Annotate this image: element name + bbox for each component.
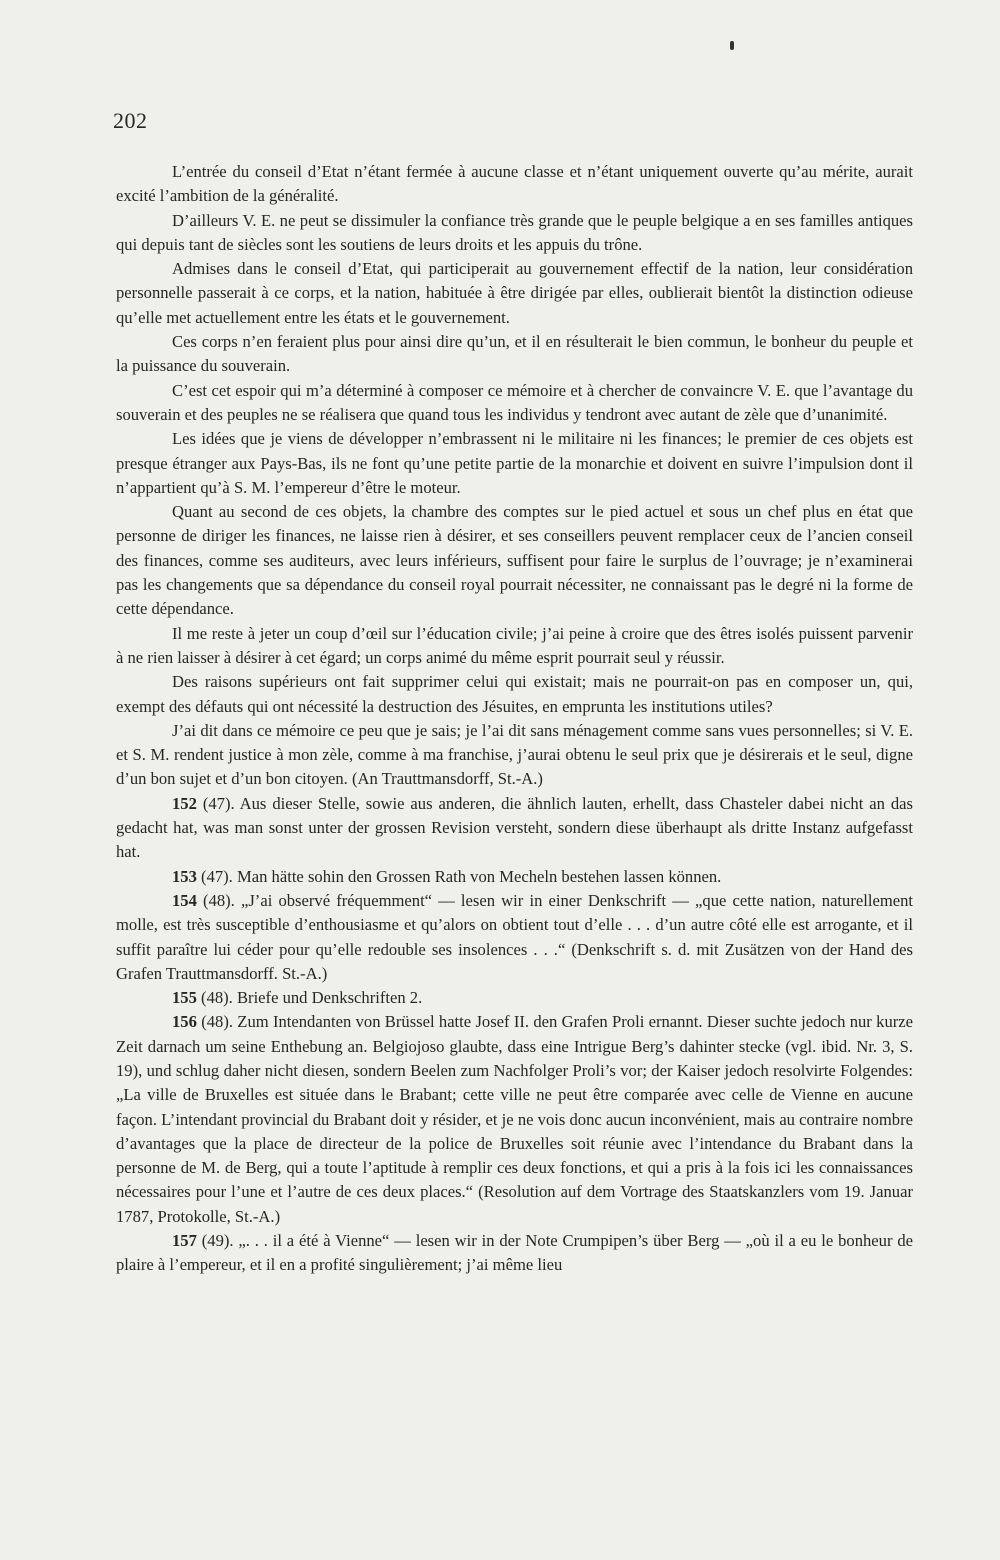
note-text: (47). Man hätte sohin den Grossen Rath von Mecheln bestehen lassen können.	[196, 866, 722, 886]
note	[116, 986, 913, 1010]
note-text: (48). „J’ai observé fréquemment“ — lesen wir in einer Denkschrift — „que cette nation, naturellement molle, est très susceptible d’enthousiasme et qu’alors on obtient tout d’elle . . . d’un autre côté elle est arrogante, et il suffit paraître lui céder pour qu’elle redouble ses insolences . . .“ (Denkschrift s. d. mit Zusätzen von der Hand des Grafen Trauttmansdorff. St.-A.)	[116, 890, 913, 983]
note-text: (49). „. . . il a été à Vienne“ — lesen wir in der Note Crumpipen’s über Berg — „où il a eu le bonheur de plaire à l’empereur, et il en a profité singulièrement; j’ai même lieu	[116, 1231, 913, 1275]
paragraph: C’est cet espoir qui m’a déterminé à composer ce mémoire et à chercher de convaincre V. E. que l’avantage du souverain et des peuples ne se réalisera que quand tous les individus y tendront avec autant de zèle que d’unanimité.	[116, 380, 913, 424]
note-number: 157	[172, 1231, 197, 1251]
paragraph: Admises dans le conseil d’Etat, qui participerait au gouvernement effectif de la nation, leur considération personnelle passerait à ce corps, et la nation, habituée à être dirigée par elles, oublierait bientôt la distinction odieuse qu’elle met actuellement entre les états et le gouvernement.	[116, 259, 913, 327]
body-text	[116, 160, 913, 1278]
note-number: 155	[172, 988, 197, 1008]
paragraph: D’ailleurs V. E. ne peut se dissimuler la confiance très grande que le peuple belgique a en ses familles antiques qui depuis tant de siècles sont les soutiens de leurs droits et les appuis du trône.	[116, 210, 913, 254]
paragraph: Il me reste à jeter un coup d’œil sur l’éducation civile; j’ai peine à croire que des êtres isolés puissent parvenir à ne rien laisser à désirer à cet égard; un corps animé du même esprit pourrait seul y réussir.	[116, 623, 913, 667]
page-number: 202	[113, 108, 148, 133]
note-number: 152	[172, 793, 197, 813]
paragraph: Ces corps n’en feraient plus pour ainsi dire qu’un, et il en résulterait le bien commun, le bonheur du peuple et la puissance du souverain.	[116, 332, 913, 376]
ink-speck	[730, 41, 734, 50]
note	[116, 792, 913, 865]
paragraph: L’entrée du conseil d’Etat n’étant fermée à aucune classe et n’étant uniquement ouverte qu’au mérite, aurait excité l’ambition de la généralité.	[116, 162, 913, 206]
paragraph: Des raisons supérieurs ont fait supprimer celui qui existait; mais ne pourrait-on pas en composer un, qui, exempt des défauts qui ont nécessité la destruction des Jésuites, en emprunta les institutions utiles?	[116, 672, 913, 716]
note	[116, 1010, 913, 1229]
note-text: (47). Aus dieser Stelle, sowie aus anderen, die ähnlich lauten, erhellt, dass Chasteler dabei nicht an das gedacht hat, was man sonst unter der grossen Revision versteht, sondern diese überhaupt als dritte Instanz aufgefasst hat.	[116, 793, 913, 862]
note-number: 154	[172, 890, 197, 910]
note-text: (48). Zum Intendanten von Brüssel hatte Josef II. den Grafen Proli ernannt. Dieser suchte jedoch nur kurze Zeit darnach um seine Enthebung an. Belgiojoso glaubte, dass eine Intrigue Berg’s dahinter stecke (vgl. ibid. Nr. 3, S. 19), und schlug daher nicht diesen, sondern Beelen zum Nachfolger Proli’s vor; der Kaiser jedoch resolvirte Folgendes: „La ville de Bruxelles est située dans le Brabant; cette ville ne peut être comparée avec celle de Vienne en aucune façon. L’intendant provincial du Brabant doit y résider, et je ne vois donc aucun inconvénient, mais au contraire nombre d’avantages que la place de directeur de la police de Bruxelles soit réunie avec l’intendance du Brabant dans la personne de M. de Berg, qui a toute l’aptitude à remplir ces deux fonctions, et qui a pris à la fois ici les connaissances nécessaires pour l’une et l’autre de ces deux places.“ (Resolution auf dem Vortrage des Staatskanzlers vom 19. Januar 1787, Protokolle, St.-A.)	[116, 1012, 913, 1226]
paragraph: J’ai dit dans ce mémoire ce peu que je sais; je l’ai dit sans ménagement comme sans vues personnelles; si V. E. et S. M. rendent justice à mon zèle, comme à ma franchise, j’aurai obtenu le seul prix que je désirerais et le seul, digne d’un bon sujet et d’un bon citoyen. (An Trauttmansdorff, St.-A.)	[116, 720, 913, 789]
paragraph: Les idées que je viens de développer n’embrassent ni le militaire ni les finances; le premier de ces objets est presque étranger aux Pays-Bas, ils ne font qu’une petite partie de la monarchie et doivent en suivre l’impulsion dont il n’appartient qu’à S. M. l’empereur d’être le moteur.	[116, 429, 913, 497]
note	[116, 1229, 913, 1278]
note	[116, 889, 913, 986]
note-number: 156	[172, 1012, 197, 1032]
note-number: 153	[172, 866, 197, 886]
note	[116, 865, 913, 889]
paragraph: Quant au second de ces objets, la chambre des comptes sur le pied actuel et sous un chef plus en état que personne de diriger les finances, ne laisse rien à désirer, et ses conseillers peuvent remplacer ceux de l’ancien conseil des finances, comme ses auditeurs, avec leurs inférieurs, suffisent pour faire le surplus de l’ouvrage; je n’examinerai pas les changements que sa dépendance du conseil royal pourrait nécessiter, ne connaissant pas le degré ni la forme de cette dépendance.	[116, 502, 913, 619]
note-text: (48). Briefe und Denkschriften 2.	[196, 988, 423, 1008]
